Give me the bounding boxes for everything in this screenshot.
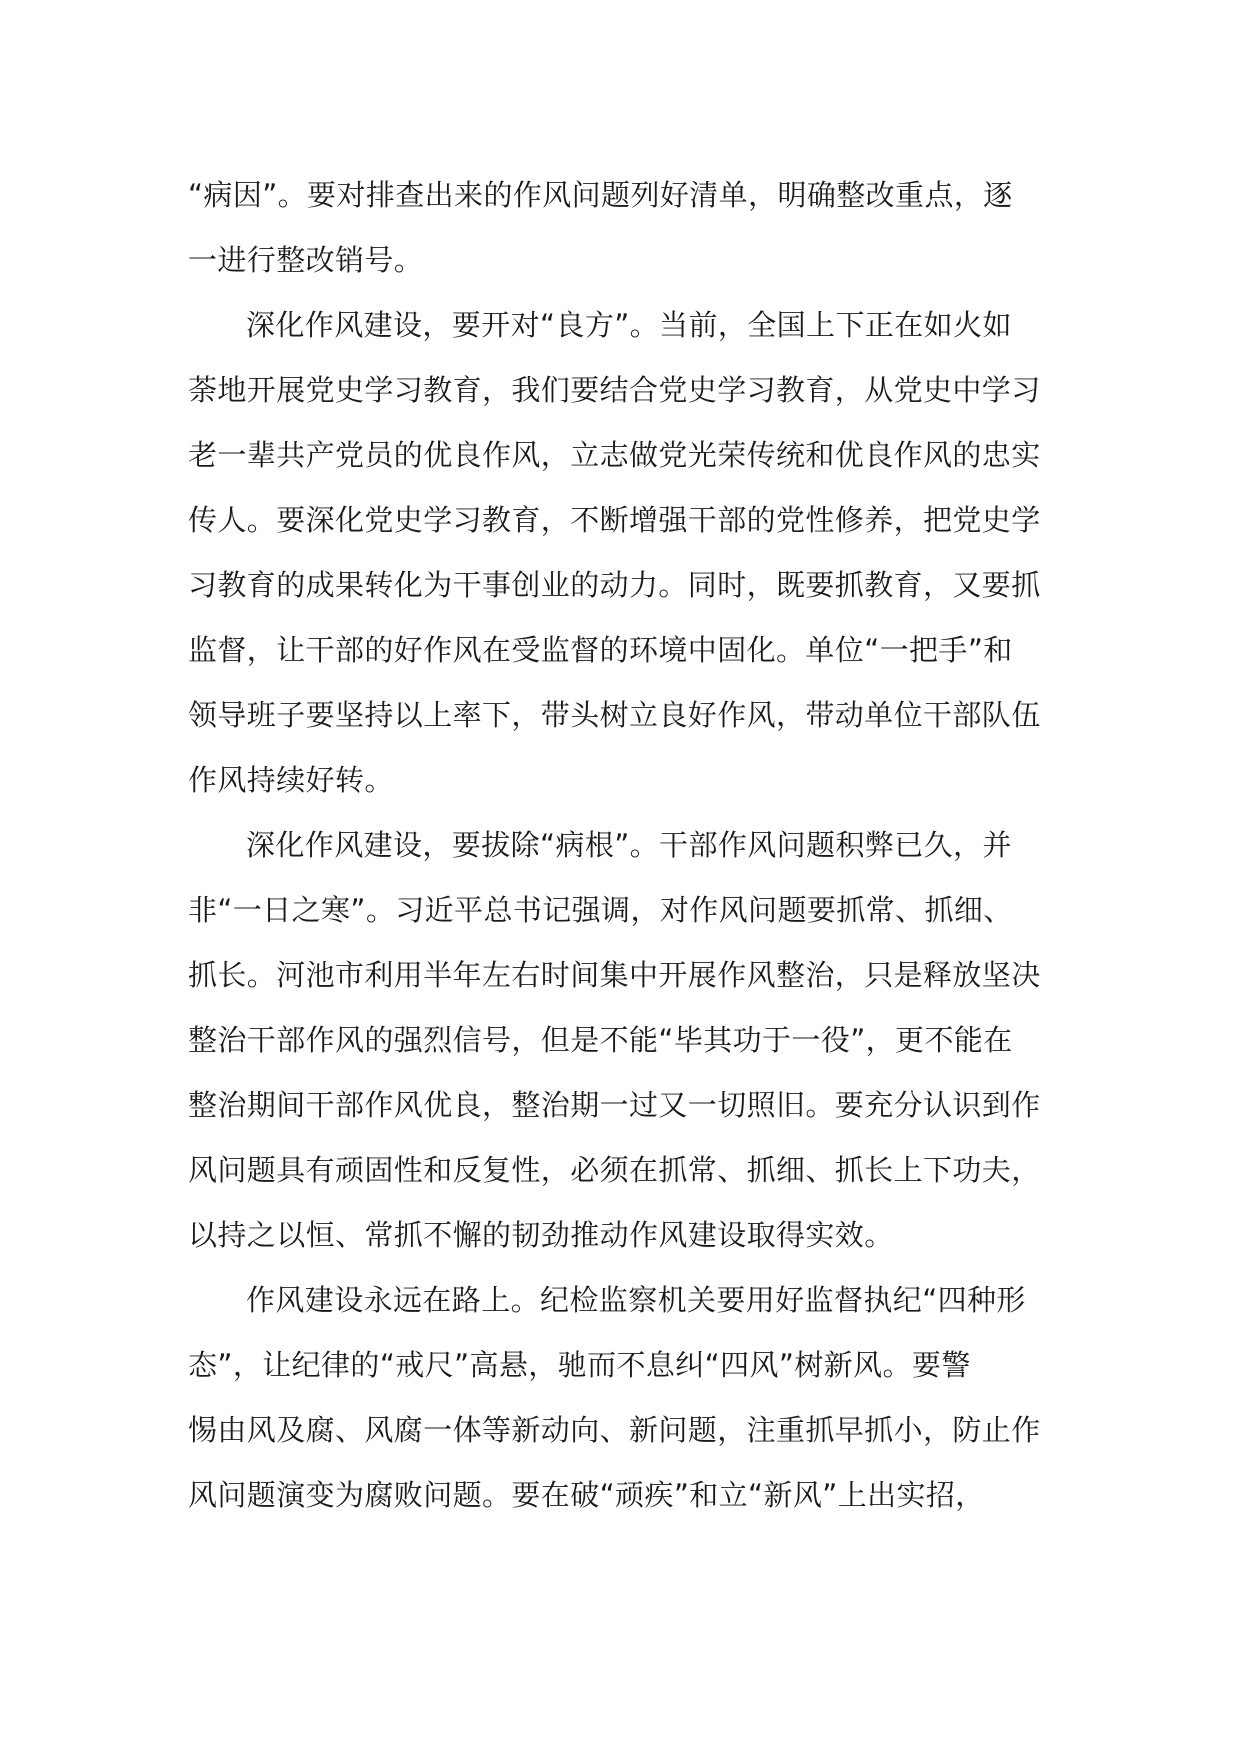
text-line: 作风持续好转。 [188,763,394,797]
text-line: 监督，让干部的好作风在受监督的环境中固化。单位“一把手”和 [188,633,1013,667]
text-line: 领导班子要坚持以上率下，带头树立良好作风，带动单位干部队伍 [188,698,1041,732]
paragraph [188,813,1058,1268]
text-line: 以持之以恒、常抓不懈的韧劲推动作风建设取得实效。 [188,1218,894,1252]
text-line: 一进行整改销号。 [188,243,424,277]
text-line: 传人。要深化党史学习教育，不断增强干部的党性修养，把党史学 [188,503,1041,537]
text-line: 态”，让纪律的“戒尺”高悬，驰而不息纠“四风”树新风。要警 [188,1348,971,1382]
text-line: 抓长。河池市利用半年左右时间集中开展作风整治，只是释放坚决 [188,958,1041,992]
document-page [188,163,1058,1528]
paragraph [188,293,1058,813]
text-line: 老一辈共产党员的优良作风，立志做党光荣传统和优良作风的忠实 [188,438,1041,472]
text-line: 作风建设永远在路上。纪检监察机关要用好监督执纪“四种形 [246,1283,1026,1317]
text-line: 深化作风建设，要拔除“病根”。干部作风问题积弊已久，并 [246,828,1012,862]
text-line: 习教育的成果转化为干事创业的动力。同时，既要抓教育，又要抓 [188,568,1041,602]
text-line: 整治期间干部作风优良，整治期一过又一切照旧。要充分认识到作 [188,1088,1041,1122]
text-line: 非“一日之寒”。习近平总书记强调，对作风问题要抓常、抓细、 [188,893,1013,927]
paragraph [188,163,1058,293]
text-line: 风问题具有顽固性和反复性，必须在抓常、抓细、抓长上下功夫， [188,1153,1041,1187]
text-line: 风问题演变为腐败问题。要在破“顽疾”和立“新风”上出实招， [188,1478,985,1512]
text-line: 整治干部作风的强烈信号，但是不能“毕其功于一役”，更不能在 [188,1023,1013,1057]
text-line: 深化作风建设，要开对“良方”。当前，全国上下正在如火如 [246,308,1012,342]
text-line: 荼地开展党史学习教育，我们要结合党史学习教育，从党史中学习 [188,373,1041,407]
paragraph [188,1268,1058,1528]
text-line: “病因”。要对排查出来的作风问题列好清单，明确整改重点，逐 [188,178,1013,212]
text-line: 惕由风及腐、风腐一体等新动向、新问题，注重抓早抓小，防止作 [188,1413,1041,1447]
